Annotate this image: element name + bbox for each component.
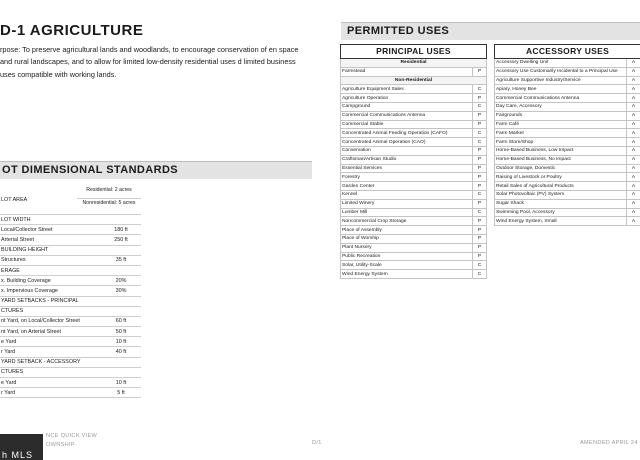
use-code: A: [627, 146, 640, 155]
use-name: Accessory Use Customarily Incidental to a Principal Use: [495, 67, 627, 76]
dim-row-label: nt Yard, on Arterial Street: [1, 328, 62, 335]
dim-row: [0, 297, 141, 307]
accessory-use-row: [495, 182, 640, 191]
use-code: C: [473, 261, 487, 270]
accessory-use-row: [495, 190, 640, 199]
use-code: C: [473, 190, 487, 199]
dim-row: [0, 327, 141, 337]
use-name: Farm Café: [495, 120, 627, 129]
use-code: P: [473, 164, 487, 173]
accessory-use-row: [495, 59, 640, 68]
dim-row: [0, 358, 141, 368]
use-code: A: [627, 190, 640, 199]
use-code: A: [627, 85, 640, 94]
use-code: A: [627, 217, 640, 226]
use-name: Farm Market: [495, 129, 627, 138]
dim-row: [0, 337, 141, 347]
principal-use-row: [341, 85, 487, 94]
principal-use-row: [341, 217, 487, 226]
dim-row: [0, 388, 141, 398]
use-code: P: [473, 182, 487, 191]
dim-row-label: r Yard: [1, 349, 16, 356]
accessory-use-row: [495, 146, 640, 155]
use-name: Wind Energy System: [341, 270, 473, 279]
use-code: A: [627, 173, 640, 182]
use-code: C: [473, 102, 487, 111]
dim-row: [0, 347, 141, 357]
dim-row: [0, 266, 141, 276]
use-name: Public Recreation: [341, 252, 473, 261]
dim-row-value: 180 ft: [114, 226, 128, 233]
use-code: P: [473, 252, 487, 261]
use-name: Agriculture Supportive Industry/Service: [495, 76, 627, 85]
dim-row-label: CTURES: [1, 369, 24, 376]
dim-row-label: BUILDING HEIGHT: [1, 247, 49, 254]
use-name: Outdoor Storage, Domestic: [495, 164, 627, 173]
use-name: Apiary, Honey Bee: [495, 85, 627, 94]
use-name: Raising of Livestock or Poultry: [495, 173, 627, 182]
dim-row-value: 50 ft: [115, 328, 127, 335]
district-title: D-1 AGRICULTURE: [0, 22, 144, 39]
use-code: A: [627, 102, 640, 111]
dim-row: [0, 235, 141, 245]
accessory-use-row: [495, 155, 640, 164]
dim-standards-header: OT DIMENSIONAL STANDARDS: [0, 161, 312, 179]
dim-row: [0, 256, 141, 266]
use-code: A: [627, 94, 640, 103]
dim-row-label: nt Yard, on Local/Collector Street: [1, 318, 80, 325]
dim-row-label: ERAGE: [1, 267, 20, 274]
accessory-use-row: [495, 129, 640, 138]
principal-use-row: [341, 138, 487, 147]
principal-use-row: [341, 226, 487, 235]
use-code: C: [473, 138, 487, 147]
principal-use-row: [341, 67, 487, 76]
principal-use-row: [341, 146, 487, 155]
use-code: A: [627, 76, 640, 85]
accessory-use-row: [495, 85, 640, 94]
principal-use-row: [341, 190, 487, 199]
use-code: A: [627, 199, 640, 208]
use-code: A: [627, 182, 640, 191]
use-code: P: [473, 173, 487, 182]
dim-row-label: Local/Collector Street: [1, 226, 53, 233]
dim-row-label: YARD SETBACKS - PRINCIPAL: [1, 298, 79, 305]
purpose-text: rpose: To preserve agricultural lands and woodlands, to encourage conservation of en space and rural landscapes, and to allow for limited low-density residential uses d limited business uses compatible with working lands.: [0, 45, 299, 79]
use-name: Sugar Shack: [495, 199, 627, 208]
accessory-use-row: [495, 164, 640, 173]
accessory-uses-title: ACCESSORY USES: [495, 45, 640, 59]
use-name: Noncommercial Crop Storage: [341, 217, 473, 226]
dim-row: [0, 246, 141, 256]
principal-use-row: [341, 173, 487, 182]
use-code: A: [627, 155, 640, 164]
use-code: P: [473, 217, 487, 226]
use-name: Place of Assembly: [341, 226, 473, 235]
use-code: P: [473, 226, 487, 235]
use-name: Kennel: [341, 190, 473, 199]
principal-use-row: [341, 261, 487, 270]
use-name: Craftsman/Artisan Studio: [341, 155, 473, 164]
use-code: C: [473, 270, 487, 279]
accessory-use-row: [495, 217, 640, 226]
lot-area-row: [0, 186, 141, 215]
principal-use-row: [341, 129, 487, 138]
principal-section-header: Non-Residential: [341, 76, 487, 85]
dim-row-value: 10 ft: [115, 338, 127, 345]
accessory-use-row: [495, 94, 640, 103]
accessory-use-row: [495, 208, 640, 217]
dim-row-label: YARD SETBACK - ACCESSORY: [1, 359, 81, 366]
use-name: Limited Winery: [341, 199, 473, 208]
dim-row-label: LOT WIDTH: [1, 216, 31, 223]
dim-row-label: CTURES: [1, 308, 24, 315]
dim-row-value: 30%: [115, 287, 127, 294]
use-name: Home-Based Business, Low Impact: [495, 146, 627, 155]
principal-use-row: [341, 243, 487, 252]
accessory-use-row: [495, 67, 640, 76]
use-name: Agriculture Equipment Sales: [341, 85, 473, 94]
principal-use-row: [341, 270, 487, 279]
principal-use-row: [341, 182, 487, 191]
principal-use-row: [341, 252, 487, 261]
dim-row: [0, 286, 141, 296]
footer-left-2: OWNSHIP: [46, 442, 75, 448]
dim-row-label: x. Building Coverage: [1, 277, 51, 284]
accessory-use-row: [495, 111, 640, 120]
principal-use-row: [341, 234, 487, 243]
use-code: A: [627, 164, 640, 173]
use-name: Campground: [341, 102, 473, 111]
use-name: Garden Center: [341, 182, 473, 191]
accessory-use-row: [495, 76, 640, 85]
amended-date: AMENDED APRIL 24: [580, 440, 638, 446]
dim-row-value: 10 ft: [115, 379, 127, 386]
use-code: P: [473, 234, 487, 243]
use-name: Concentrated Animal Operation (CAO): [341, 138, 473, 147]
use-code: A: [627, 59, 640, 68]
principal-section-header: Residential: [341, 59, 487, 68]
use-name: Day Care, Accessory: [495, 102, 627, 111]
use-name: Forestry: [341, 173, 473, 182]
use-code: P: [473, 155, 487, 164]
use-name: Swimming Pool, Accessory: [495, 208, 627, 217]
use-code: P: [473, 199, 487, 208]
dimensional-standards-table: [0, 186, 141, 398]
principal-use-row: [341, 208, 487, 217]
principal-use-row: [341, 120, 487, 129]
use-name: Solar, Utility-Scale: [341, 261, 473, 270]
use-name: Lumber Mill: [341, 208, 473, 217]
use-name: Accessory Dwelling Unit: [495, 59, 627, 68]
use-code: A: [627, 208, 640, 217]
use-name: Solar Photovoltaic (PV) System: [495, 190, 627, 199]
principal-use-row: [341, 164, 487, 173]
use-name: Farm Store/Shop: [495, 138, 627, 147]
accessory-use-row: [495, 120, 640, 129]
use-code: P: [473, 94, 487, 103]
use-code: A: [627, 120, 640, 129]
use-code: C: [473, 208, 487, 217]
use-name: Commercial Communications Antenna: [341, 111, 473, 120]
use-code: C: [473, 129, 487, 138]
use-code: A: [627, 138, 640, 147]
use-name: Commercial Communications Antenna: [495, 94, 627, 103]
dim-row: [0, 317, 141, 327]
use-name: Concentrated Animal Feeding Operation (CAFO): [341, 129, 473, 138]
principal-uses-title: PRINCIPAL USES: [341, 45, 487, 59]
use-code: C: [473, 85, 487, 94]
footer-left-1: NCE QUICK VIEW: [46, 433, 98, 439]
page-number: D/1: [312, 440, 322, 446]
lot-area-label: LOT AREA: [1, 197, 28, 203]
lot-area-nonresidential: Nonresidential: 5 acres: [82, 200, 136, 206]
use-code: P: [473, 243, 487, 252]
dim-row-label: e Yard: [1, 379, 17, 386]
accessory-use-row: [495, 199, 640, 208]
dim-row: [0, 307, 141, 317]
dim-row-label: e Yard: [1, 338, 17, 345]
logo-text: h MLS: [2, 450, 34, 460]
use-code: A: [627, 111, 640, 120]
use-code: P: [473, 146, 487, 155]
use-name: Place of Worship: [341, 234, 473, 243]
use-name: Wind Energy System, Small: [495, 217, 627, 226]
principal-use-row: [341, 102, 487, 111]
use-name: Agriculture Operation: [341, 94, 473, 103]
use-name: Fairgrounds: [495, 111, 627, 120]
principal-use-row: [341, 199, 487, 208]
dim-row-value: 5 ft: [117, 389, 125, 396]
mls-logo: [0, 434, 43, 460]
dim-row-value: 40 ft: [115, 349, 127, 356]
lot-area-residential: Residential: 2 acres: [77, 186, 141, 199]
dim-row: [0, 215, 141, 225]
dim-row: [0, 276, 141, 286]
principal-uses-table: [340, 44, 487, 279]
use-code: P: [473, 120, 487, 129]
accessory-use-row: [495, 138, 640, 147]
dim-row-value: 20%: [115, 277, 127, 284]
principal-use-row: [341, 94, 487, 103]
dim-row-label: r Yard: [1, 389, 16, 396]
principal-use-row: [341, 111, 487, 120]
use-name: Farmstead: [341, 67, 473, 76]
use-code: A: [627, 67, 640, 76]
dim-row-label: Structures: [1, 257, 26, 264]
accessory-use-row: [495, 173, 640, 182]
dim-row-value: 60 ft: [115, 318, 127, 325]
accessory-uses-table: [494, 44, 640, 226]
use-name: Commercial Stable: [341, 120, 473, 129]
dim-row-label: x. Impervious Coverage: [1, 287, 58, 294]
dim-row-value: 35 ft: [115, 257, 127, 264]
permitted-uses-header: PERMITTED USES: [341, 22, 640, 40]
use-code: A: [627, 129, 640, 138]
dim-row: [0, 378, 141, 388]
dim-row: [0, 225, 141, 235]
use-code: P: [473, 67, 487, 76]
use-name: Home-Based Business, No Impact: [495, 155, 627, 164]
principal-use-row: [341, 155, 487, 164]
use-name: Plant Nursery: [341, 243, 473, 252]
use-code: P: [473, 111, 487, 120]
dim-row: [0, 368, 141, 378]
dim-row-label: Arterial Street: [1, 236, 34, 243]
accessory-use-row: [495, 102, 640, 111]
use-name: Conservation: [341, 146, 473, 155]
use-name: Retail Sales of Agricultural Products: [495, 182, 627, 191]
dim-row-value: 250 ft: [114, 236, 128, 243]
use-name: Essential Services: [341, 164, 473, 173]
